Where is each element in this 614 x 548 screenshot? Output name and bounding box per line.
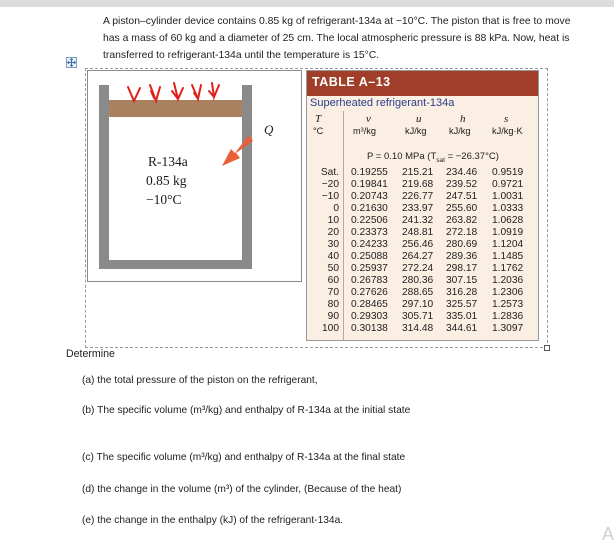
cell-entropy: 1.0031 xyxy=(492,191,524,202)
header-u-unit: kJ/kg xyxy=(405,126,427,136)
cell-temperature: Sat. xyxy=(320,167,339,178)
header-T-unit: °C xyxy=(313,126,324,136)
cell-enthalpy: 335.01 xyxy=(446,311,478,322)
cell-specific-volume: 0.24233 xyxy=(351,239,388,250)
cell-specific-volume: 0.22506 xyxy=(351,215,388,226)
cell-enthalpy: 234.46 xyxy=(446,167,478,178)
table-row xyxy=(307,227,538,239)
table-title: TABLE A–13 xyxy=(312,75,391,89)
cell-enthalpy: 255.60 xyxy=(446,203,478,214)
table-row xyxy=(307,179,538,191)
cell-entropy: 0.9519 xyxy=(492,167,524,178)
cell-specific-volume: 0.26783 xyxy=(351,275,388,286)
header-h-unit: kJ/kg xyxy=(449,126,471,136)
cell-temperature: 10 xyxy=(327,215,339,226)
corner-glyph: A xyxy=(601,524,614,544)
table-subtitle: Superheated refrigerant-134a xyxy=(310,97,455,109)
cell-internal-energy: 272.24 xyxy=(402,263,434,274)
header-v: v xyxy=(366,113,371,125)
cell-specific-volume: 0.20743 xyxy=(351,191,388,202)
table-row xyxy=(307,299,538,311)
cell-entropy: 1.0919 xyxy=(492,227,524,238)
cell-entropy: 1.0333 xyxy=(492,203,524,214)
cell-specific-volume: 0.25088 xyxy=(351,251,388,262)
cell-enthalpy: 239.52 xyxy=(446,179,478,190)
question-e: (e) the change in the enthalpy (kJ) of the refrigerant-134a. xyxy=(82,515,344,526)
table-row xyxy=(307,203,538,215)
determine-heading: Determine xyxy=(66,348,115,360)
cell-specific-volume: 0.27626 xyxy=(351,287,388,298)
table-row xyxy=(307,311,538,323)
cell-internal-energy: 233.97 xyxy=(402,203,434,214)
cell-specific-volume: 0.23373 xyxy=(351,227,388,238)
figure-label-temperature: −10°C xyxy=(146,192,182,207)
table-row xyxy=(307,263,538,275)
problem-statement: A piston–cylinder device contains 0.85 kg of refrigerant-134a at −10°C. The piston that is free to move has a mass of 60 kg and a diameter of 25 cm. The local atmospheric pressure is 88 kPa. Now, heat is transferred to refrigerant-134a until the temperature is 15°C. xyxy=(103,16,571,61)
cell-entropy: 1.1485 xyxy=(492,251,524,262)
cell-entropy: 1.2573 xyxy=(492,299,524,310)
cell-enthalpy: 247.51 xyxy=(446,191,478,202)
cell-internal-energy: 226.77 xyxy=(402,191,434,202)
cell-enthalpy: 272.18 xyxy=(446,227,478,238)
table-row xyxy=(307,275,538,287)
cell-internal-energy: 305.71 xyxy=(402,311,434,322)
top-toolbar-strip xyxy=(0,0,614,7)
header-s: s xyxy=(504,113,509,125)
piston-cylinder-figure xyxy=(87,70,302,282)
table-rows xyxy=(307,167,538,335)
header-T: T xyxy=(315,113,322,125)
cell-enthalpy: 307.15 xyxy=(446,275,478,286)
figure-label-fluid: R-134a xyxy=(148,154,188,169)
table-row xyxy=(307,239,538,251)
cell-temperature: 60 xyxy=(327,275,339,286)
header-v-unit: m³/kg xyxy=(353,126,376,136)
cell-specific-volume: 0.21630 xyxy=(351,203,388,214)
cell-temperature: 80 xyxy=(327,299,339,310)
cell-specific-volume: 0.30138 xyxy=(351,323,388,334)
cell-temperature: 30 xyxy=(327,239,339,250)
cell-enthalpy: 316.28 xyxy=(446,287,478,298)
property-table xyxy=(306,70,539,341)
cell-temperature: 0 xyxy=(333,203,339,214)
cell-entropy: 1.0628 xyxy=(492,215,524,226)
cell-internal-energy: 215.21 xyxy=(402,167,434,178)
cell-enthalpy: 325.57 xyxy=(446,299,478,310)
cell-internal-energy: 248.81 xyxy=(402,227,434,238)
cell-specific-volume: 0.25937 xyxy=(351,263,388,274)
cell-temperature: 70 xyxy=(327,287,339,298)
cell-specific-volume: 0.19255 xyxy=(351,167,388,178)
cell-entropy: 1.3097 xyxy=(492,323,524,334)
cell-enthalpy: 344.61 xyxy=(446,323,478,334)
cell-temperature: 50 xyxy=(327,263,339,274)
cell-entropy: 1.1762 xyxy=(492,263,524,274)
header-h: h xyxy=(460,113,466,125)
table-row xyxy=(307,167,538,179)
table-row xyxy=(307,251,538,263)
pressure-subscript: sat xyxy=(436,156,445,164)
resize-handle-icon[interactable] xyxy=(544,345,550,351)
cell-entropy: 0.9721 xyxy=(492,179,524,190)
question-b: (b) The specific volume (m³/kg) and enthalpy of R-134a at the initial state xyxy=(82,405,411,416)
cell-internal-energy: 256.46 xyxy=(402,239,434,250)
cell-internal-energy: 314.48 xyxy=(402,323,434,334)
cell-enthalpy: 298.17 xyxy=(446,263,478,274)
cell-temperature: 90 xyxy=(327,311,339,322)
header-s-unit: kJ/kg·K xyxy=(492,126,523,136)
table-row xyxy=(307,323,538,335)
pressure-line xyxy=(367,151,499,164)
cell-internal-energy: 219.68 xyxy=(402,179,434,190)
cell-internal-energy: 280.36 xyxy=(402,275,434,286)
cell-internal-energy: 264.27 xyxy=(402,251,434,262)
question-c: (c) The specific volume (m³/kg) and enthalpy of R-134a at the final state xyxy=(82,452,406,463)
cell-enthalpy: 289.36 xyxy=(446,251,478,262)
cell-enthalpy: 280.69 xyxy=(446,239,478,250)
cell-specific-volume: 0.29303 xyxy=(351,311,388,322)
cell-specific-volume: 0.28465 xyxy=(351,299,388,310)
cell-temperature: 100 xyxy=(322,323,339,334)
cell-specific-volume: 0.19841 xyxy=(351,179,388,190)
question-a: (a) the total pressure of the piston on the refrigerant, xyxy=(82,375,318,386)
cell-temperature: 40 xyxy=(327,251,339,262)
cell-temperature: 20 xyxy=(327,227,339,238)
cell-internal-energy: 297.10 xyxy=(402,299,434,310)
figure-label-mass: 0.85 kg xyxy=(146,173,187,188)
heat-label: Q xyxy=(264,122,274,137)
question-d: (d) the change in the volume (m³) of the cylinder, (Because of the heat) xyxy=(82,484,402,495)
cell-enthalpy: 263.82 xyxy=(446,215,478,226)
cell-entropy: 1.2836 xyxy=(492,311,524,322)
pressure-text: P = 0.10 MPa (T xyxy=(367,151,437,162)
cell-internal-energy: 241.32 xyxy=(402,215,434,226)
cell-temperature: −20 xyxy=(321,179,339,190)
table-row xyxy=(307,287,538,299)
cell-entropy: 1.2306 xyxy=(492,287,524,298)
table-row xyxy=(307,191,538,203)
pressure-tail: = −26.37°C) xyxy=(444,151,499,162)
table-header-bar xyxy=(307,71,538,96)
cell-entropy: 1.2036 xyxy=(492,275,524,286)
header-u: u xyxy=(416,113,422,125)
cell-entropy: 1.1204 xyxy=(492,239,524,250)
cell-temperature: −10 xyxy=(321,191,339,202)
cell-internal-energy: 288.65 xyxy=(402,287,434,298)
table-row xyxy=(307,215,538,227)
move-handle-icon[interactable] xyxy=(66,57,77,68)
